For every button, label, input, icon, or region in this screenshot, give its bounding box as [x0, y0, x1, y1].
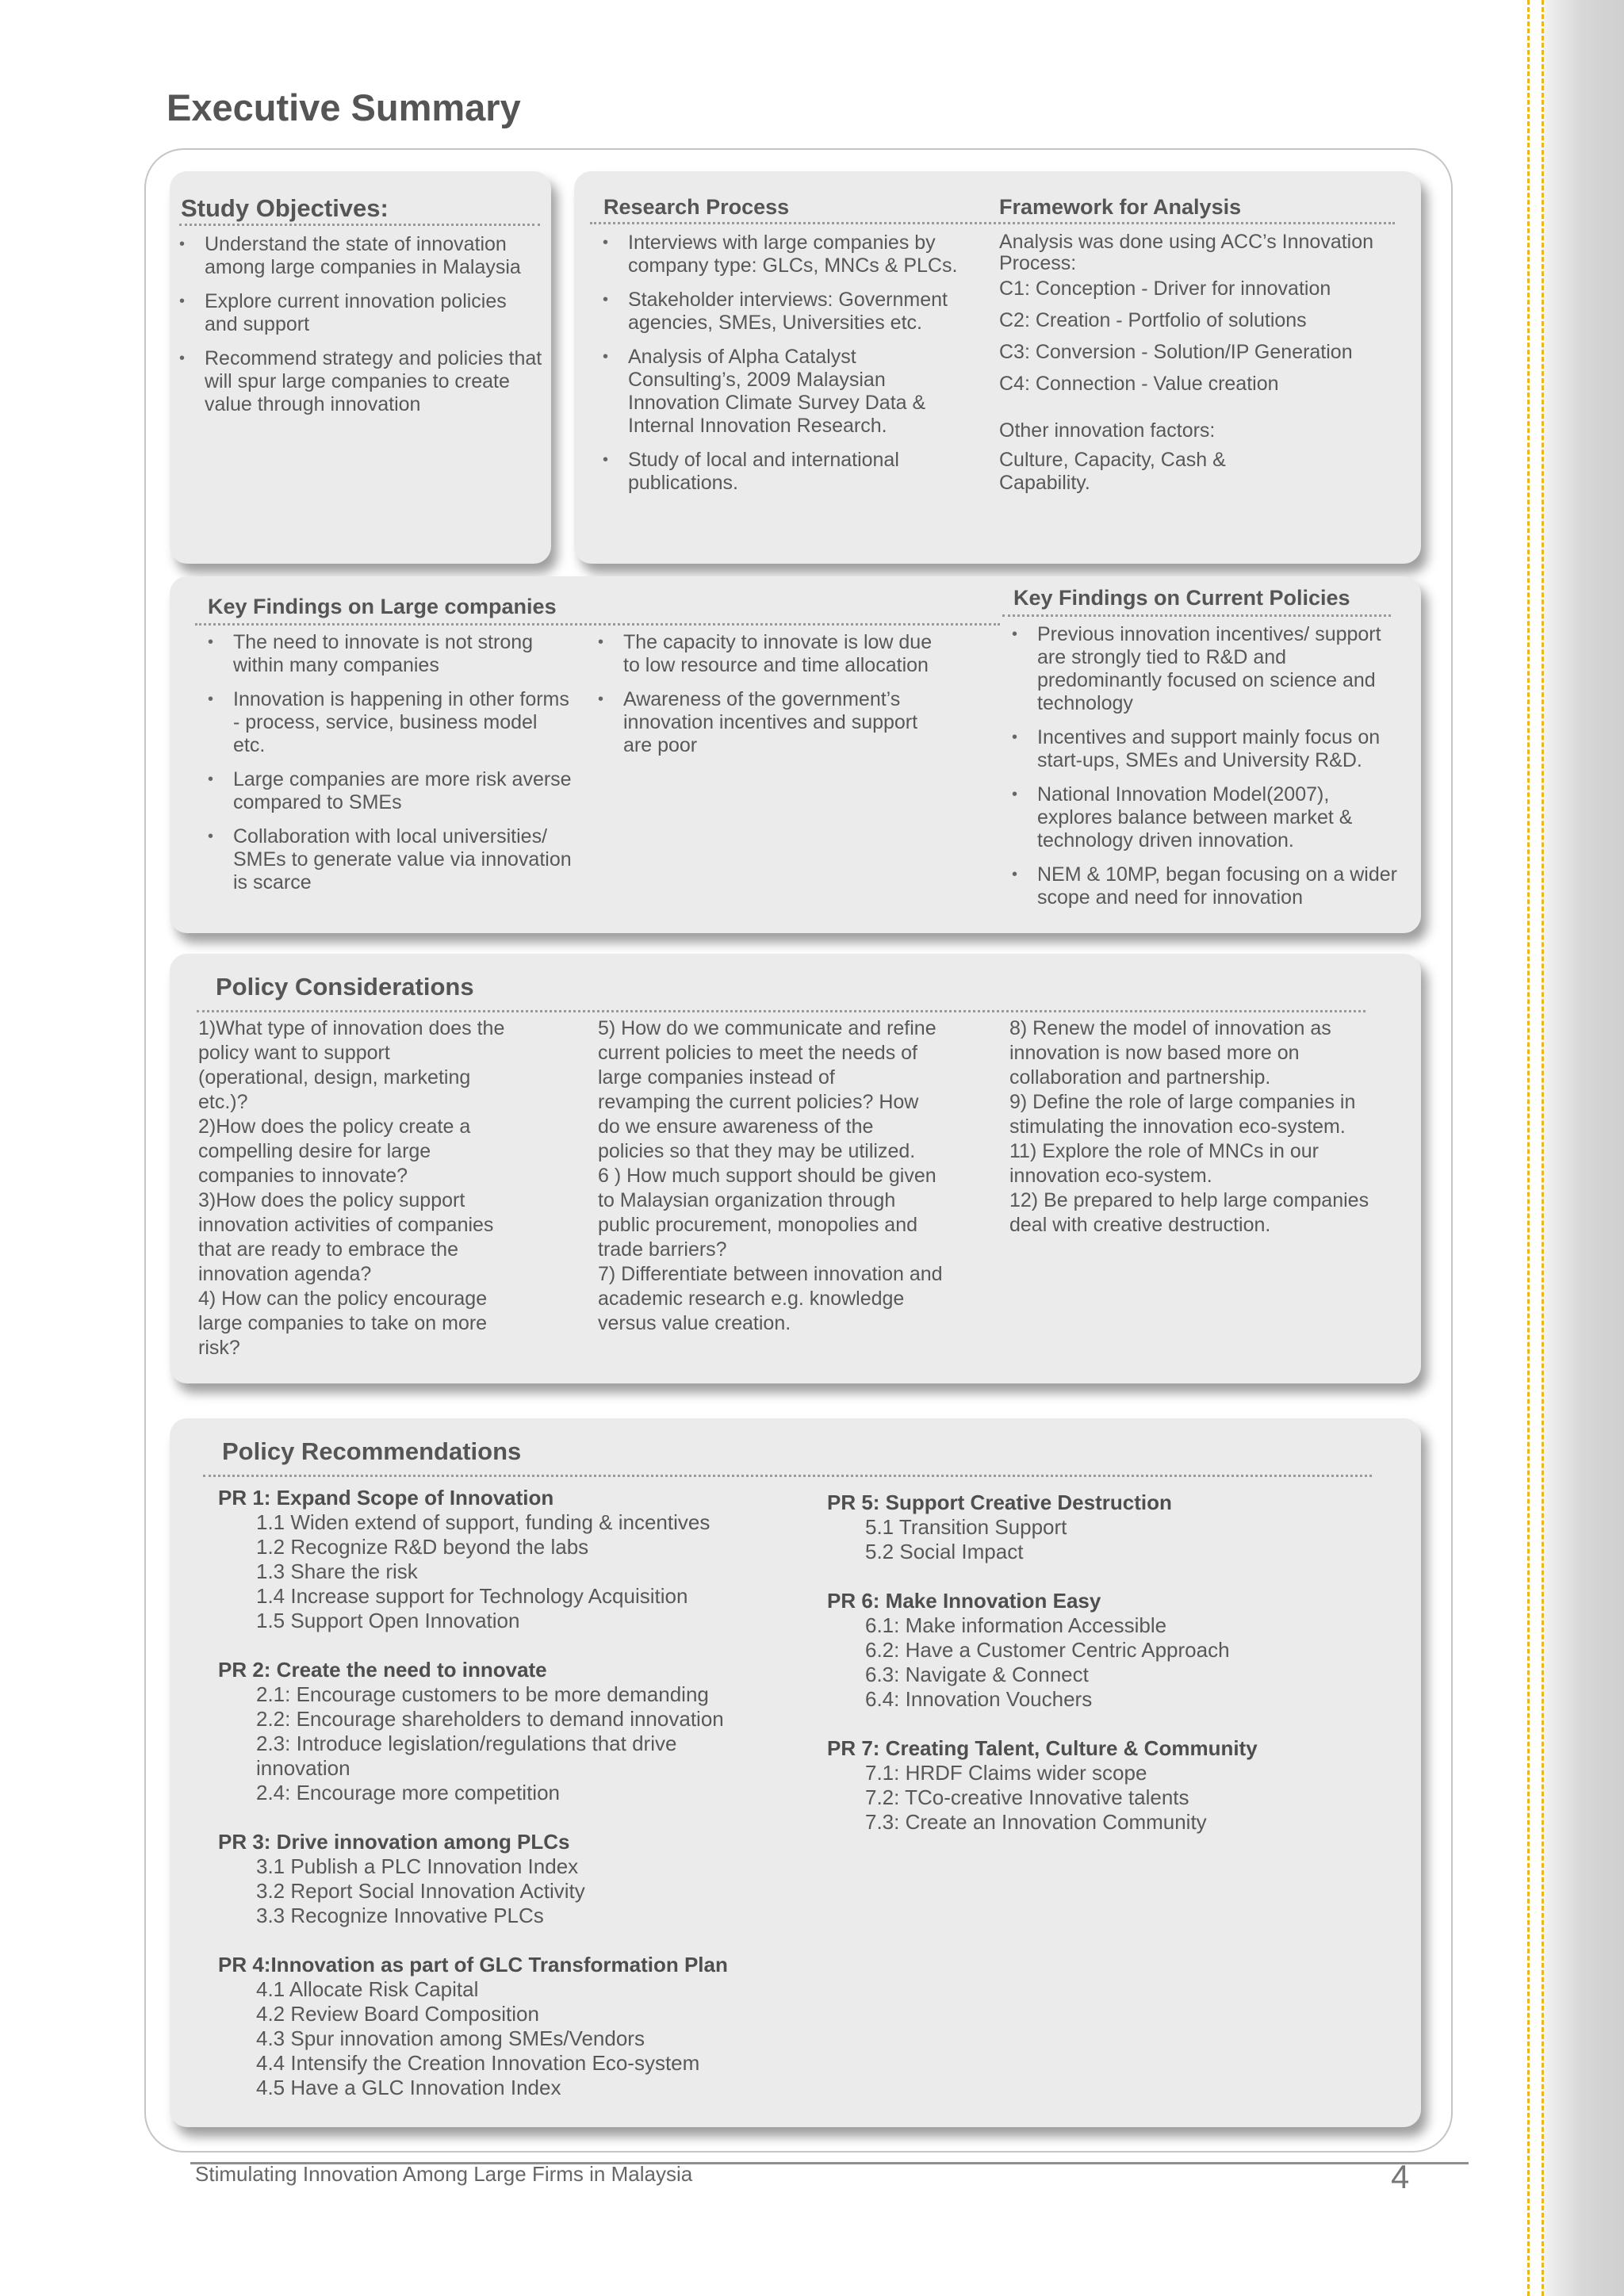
recommendation-subitems: 2.1: Encourage customers to be more demanding 2.2: Encourage shareholders to demand innovation 2.3: Introduce legislation/regulations that drive innovation 2.4: Encourage more competition [256, 1682, 724, 1804]
finding-item: • Awareness of the government’s innovation incentives and support are poor [598, 688, 947, 757]
policy-considerations-title: Policy Considerations [216, 973, 474, 1001]
consideration-item: 5) How do we communicate and refine current policies to meet the needs of large companies instead of revamping the current policies? How do we ensure awareness of the policies so that they may be utilized. [598, 1017, 936, 1162]
consideration-item: 4) How can the policy encourage large companies to take on more risk? [198, 1288, 488, 1359]
research-process-item: • Interviews with large companies by company type: GLCs, MNCs & PLCs. [603, 232, 967, 277]
objective-item: • Explore current innovation policies and support [179, 290, 544, 336]
consideration-item: 6 ) How much support should be given to Malaysian organization through public procurement, monopolies and trade barriers? [598, 1165, 936, 1261]
divider [590, 222, 1395, 224]
policy-recommendations-title: Policy Recommendations [222, 1437, 522, 1465]
framework-intro: Analysis was done using ACC’s Innovation Process: [999, 231, 1374, 274]
margin-dashed-line [1527, 0, 1530, 2296]
recommendation-block [218, 1830, 821, 1928]
policy-considerations-col2 [598, 1016, 994, 1336]
policy-considerations-col1 [198, 1016, 579, 1360]
recommendation-block [218, 1953, 821, 2100]
recommendation-block [218, 1486, 821, 1633]
key-findings-policies-title: Key Findings on Current Policies [1013, 586, 1350, 610]
study-objectives-list [179, 233, 544, 427]
framework-body [999, 232, 1411, 495]
divider [197, 1010, 1365, 1012]
consideration-item: 9) Define the role of large companies in stimulating the innovation eco-system. [1009, 1091, 1356, 1138]
recommendation-block [827, 1589, 1398, 1712]
finding-item: • Large companies are more risk averse compared to SMEs [208, 768, 573, 814]
recommendation-subitems: 7.1: HRDF Claims wider scope 7.2: TCo-creative Innovative talents 7.3: Create an Innovation Community [865, 1761, 1207, 1834]
framework-item: C2: Creation - Portfolio of solutions [999, 309, 1307, 331]
key-findings-policies-list [1012, 623, 1408, 920]
recommendation-heading: PR 5: Support Creative Destruction [827, 1490, 1172, 1514]
consideration-item: 12) Be prepared to help large companies deal with creative destruction. [1009, 1189, 1369, 1236]
research-process-item: • Analysis of Alpha Catalyst Consulting’s, 2009 Malaysian Innovation Climate Survey Data & Internal Innovation Research. [603, 346, 967, 438]
policy-recommendations-col2 [827, 1490, 1398, 1859]
research-process-title: Research Process [603, 195, 790, 219]
page-number: 4 [1391, 2158, 1410, 2195]
consideration-item: 11) Explore the role of MNCs in our innovation eco-system. [1009, 1140, 1319, 1187]
recommendation-subitems: 4.1 Allocate Risk Capital 4.2 Review Board Composition 4.3 Spur innovation among SMEs/Vendors 4.4 Intensify the Creation Innovation Eco-system 4.5 Have a GLC Innovation Index [256, 1977, 700, 2099]
consideration-item: 8) Renew the model of innovation as innovation is now based more on collaboration and partnership. [1009, 1017, 1331, 1089]
policy-finding-item: • Incentives and support mainly focus on start-ups, SMEs and University R&D. [1012, 726, 1408, 772]
consideration-item: 7) Differentiate between innovation and academic research e.g. knowledge versus value creation. [598, 1263, 943, 1334]
consideration-item: 3)How does the policy support innovation activities of companies that are ready to embrace the innovation agenda? [198, 1189, 494, 1285]
policy-finding-item: • NEM & 10MP, began focusing on a wider scope and need for innovation [1012, 863, 1408, 909]
key-findings-companies-list-2 [598, 631, 947, 768]
key-findings-companies-title: Key Findings on Large companies [208, 595, 557, 618]
divider [203, 1475, 1372, 1477]
framework-item: C1: Conception - Driver for innovation [999, 277, 1331, 300]
recommendation-heading: PR 6: Make Innovation Easy [827, 1589, 1101, 1613]
recommendation-subitems: 3.1 Publish a PLC Innovation Index 3.2 Report Social Innovation Activity 3.3 Recognize Innovative PLCs [256, 1854, 585, 1927]
other-factors-title: Other innovation factors: [999, 419, 1216, 442]
research-process-list [603, 232, 967, 506]
recommendation-heading: PR 7: Creating Talent, Culture & Community [827, 1736, 1258, 1760]
footer-title: Stimulating Innovation Among Large Firms in Malaysia [195, 2162, 693, 2186]
framework-list [999, 277, 1411, 396]
other-factors-text: Culture, Capacity, Cash & Capability. [999, 449, 1226, 494]
framework-item: C3: Conversion - Solution/IP Generation [999, 341, 1353, 363]
margin-dashed-line [1542, 0, 1544, 2296]
recommendation-heading: PR 4:Innovation as part of GLC Transformation Plan [218, 1953, 728, 1976]
finding-item: • The capacity to innovate is low due to low resource and time allocation [598, 631, 947, 677]
policy-finding-item: • National Innovation Model(2007), explores balance between market & technology driven innovation. [1012, 783, 1408, 852]
recommendation-heading: PR 2: Create the need to innovate [218, 1658, 547, 1682]
page-margin-shade [1534, 0, 1624, 2296]
recommendation-block [827, 1736, 1398, 1835]
research-process-item: • Study of local and international publications. [603, 449, 967, 495]
recommendation-subitems: 6.1: Make information Accessible 6.2: Have a Customer Centric Approach 6.3: Navigate & Connect 6.4: Innovation Vouchers [865, 1613, 1230, 1711]
finding-item: • The need to innovate is not strong within many companies [208, 631, 573, 677]
recommendation-block [218, 1658, 821, 1805]
divider [179, 224, 540, 226]
policy-finding-item: • Previous innovation incentives/ support are strongly tied to R&D and predominantly focused on science and technology [1012, 623, 1408, 715]
recommendation-heading: PR 1: Expand Scope of Innovation [218, 1486, 554, 1510]
finding-item: • Innovation is happening in other forms - process, service, business model etc. [208, 688, 573, 757]
recommendation-block [827, 1490, 1398, 1564]
policy-recommendations-col1 [218, 1486, 821, 2125]
consideration-item: 2)How does the policy create a compelling desire for large companies to innovate? [198, 1115, 471, 1187]
study-objectives-title: Study Objectives: [181, 194, 389, 222]
recommendation-subitems: 5.1 Transition Support 5.2 Social Impact [865, 1515, 1067, 1563]
research-process-item: • Stakeholder interviews: Government agencies, SMEs, Universities etc. [603, 289, 967, 335]
framework-title: Framework for Analysis [999, 195, 1242, 219]
objective-item: • Recommend strategy and policies that will spur large companies to create value through innovation [179, 347, 544, 416]
recommendation-heading: PR 3: Drive innovation among PLCs [218, 1830, 570, 1854]
policy-considerations-col3 [1009, 1016, 1422, 1238]
divider [195, 623, 1000, 626]
finding-item: • Collaboration with local universities/ SMEs to generate value via innovation is scarce [208, 825, 573, 894]
consideration-item: 1)What type of innovation does the policy want to support (operational, design, marketing etc.)? [198, 1017, 505, 1113]
objective-item: • Understand the state of innovation among large companies in Malaysia [179, 233, 544, 279]
key-findings-companies-list [208, 631, 573, 905]
page-title: Executive Summary [167, 86, 521, 128]
divider [1002, 614, 1391, 617]
framework-item: C4: Connection - Value creation [999, 373, 1279, 395]
recommendation-subitems: 1.1 Widen extend of support, funding & incentives 1.2 Recognize R&D beyond the labs 1.3 Share the risk 1.4 Increase support for Technology Acquisition 1.5 Support Open Innovation [256, 1510, 710, 1632]
